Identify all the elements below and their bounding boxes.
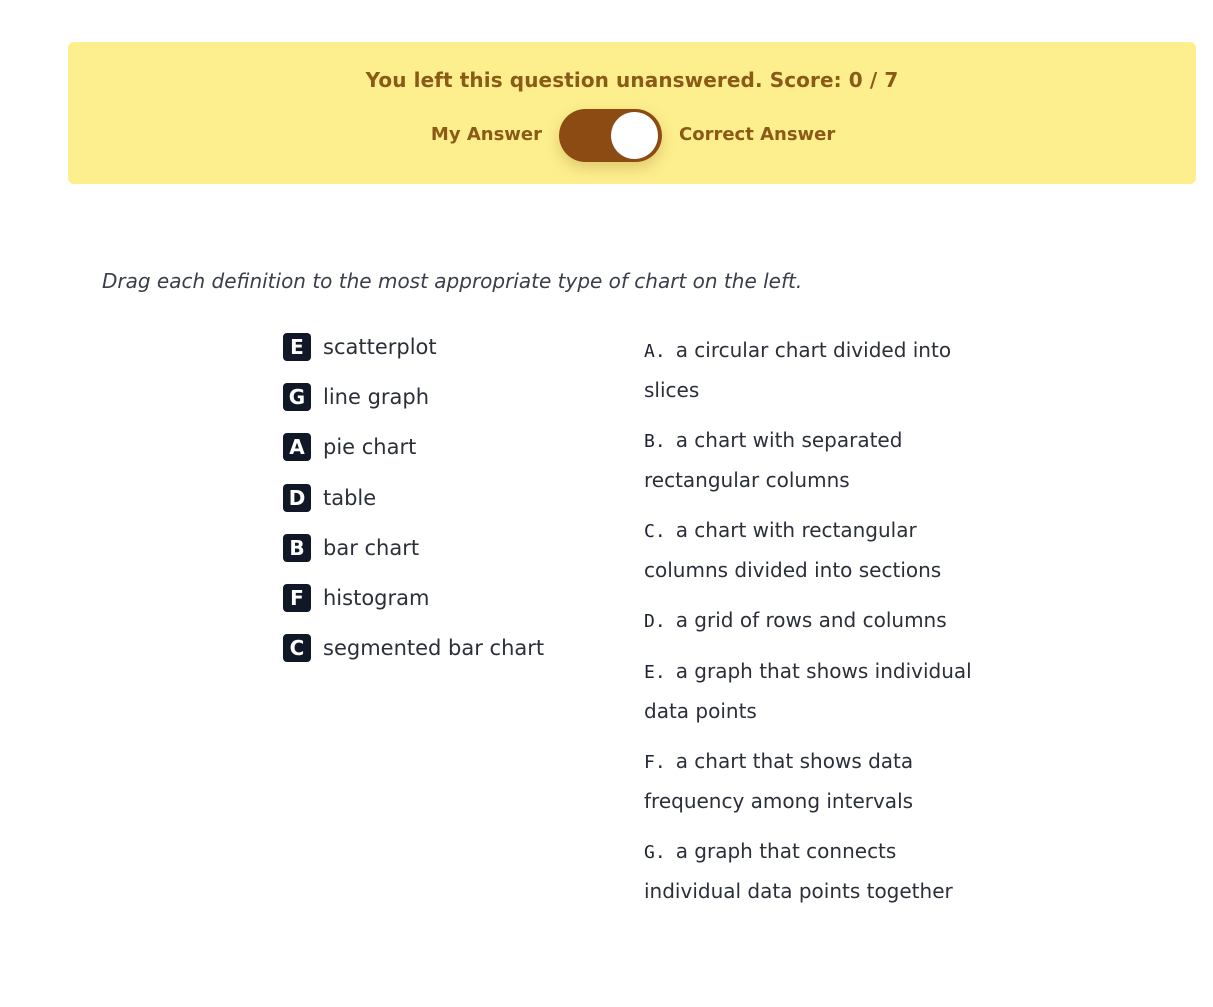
term-label: scatterplot: [323, 335, 437, 359]
definition-item[interactable]: [644, 652, 989, 731]
definition-item[interactable]: [644, 421, 989, 500]
definition-text: a chart with separated rectangular columns: [644, 428, 903, 492]
question-instruction: Drag each definition to the most appropriate type of chart on the left.: [102, 269, 803, 293]
answer-badge: F: [283, 584, 311, 612]
definition-item[interactable]: [644, 832, 989, 911]
chart-type-list: [283, 333, 603, 684]
term-row[interactable]: [283, 534, 603, 584]
answer-toggle-row: [68, 108, 1196, 162]
definition-text: a chart that shows data frequency among intervals: [644, 749, 914, 813]
definition-item[interactable]: [644, 331, 989, 410]
term-row[interactable]: [283, 383, 603, 433]
definition-text: a graph that connects individual data points together: [644, 839, 953, 903]
my-answer-label[interactable]: My Answer: [430, 124, 542, 145]
term-label: pie chart: [323, 435, 417, 460]
term-label: segmented bar chart: [323, 636, 545, 661]
answer-badge: C: [283, 634, 311, 662]
term-label: histogram: [323, 585, 430, 610]
term-label: table: [323, 485, 377, 510]
definition-letter: F.: [644, 752, 666, 773]
term-row[interactable]: [283, 484, 603, 534]
definition-letter: C.: [644, 521, 666, 542]
term-row[interactable]: [283, 333, 603, 383]
definition-letter: D.: [644, 611, 666, 632]
term-row[interactable]: [283, 433, 603, 483]
definition-item[interactable]: [644, 511, 989, 590]
term-label: line graph: [323, 385, 430, 410]
definition-text: a chart with rectangular columns divided into sections: [644, 518, 942, 582]
answer-badge: G: [283, 383, 311, 411]
definition-item[interactable]: [644, 601, 989, 641]
toggle-knob[interactable]: [611, 112, 658, 159]
answer-badge: E: [283, 333, 311, 361]
answer-badge: D: [283, 484, 311, 512]
definition-letter: B.: [644, 431, 666, 452]
answer-view-toggle[interactable]: [559, 109, 662, 162]
definition-letter: G.: [644, 842, 666, 863]
result-banner: [68, 42, 1196, 184]
term-row[interactable]: [283, 634, 603, 684]
correct-answer-label[interactable]: Correct Answer: [679, 124, 836, 145]
term-row[interactable]: [283, 584, 603, 634]
definition-item[interactable]: [644, 742, 989, 821]
term-label: bar chart: [323, 535, 420, 560]
definition-text: a circular chart divided into slices: [644, 338, 952, 402]
definition-letter: E.: [644, 662, 666, 683]
definition-letter: A.: [644, 341, 666, 362]
definition-text: a graph that shows individual data points: [644, 659, 972, 723]
answer-badge: B: [283, 534, 311, 562]
definition-list: [644, 331, 989, 922]
definition-text: a grid of rows and columns: [675, 608, 947, 632]
score-message: You left this question unanswered. Score: 0 / 7: [365, 68, 899, 92]
answer-badge: A: [283, 433, 311, 461]
